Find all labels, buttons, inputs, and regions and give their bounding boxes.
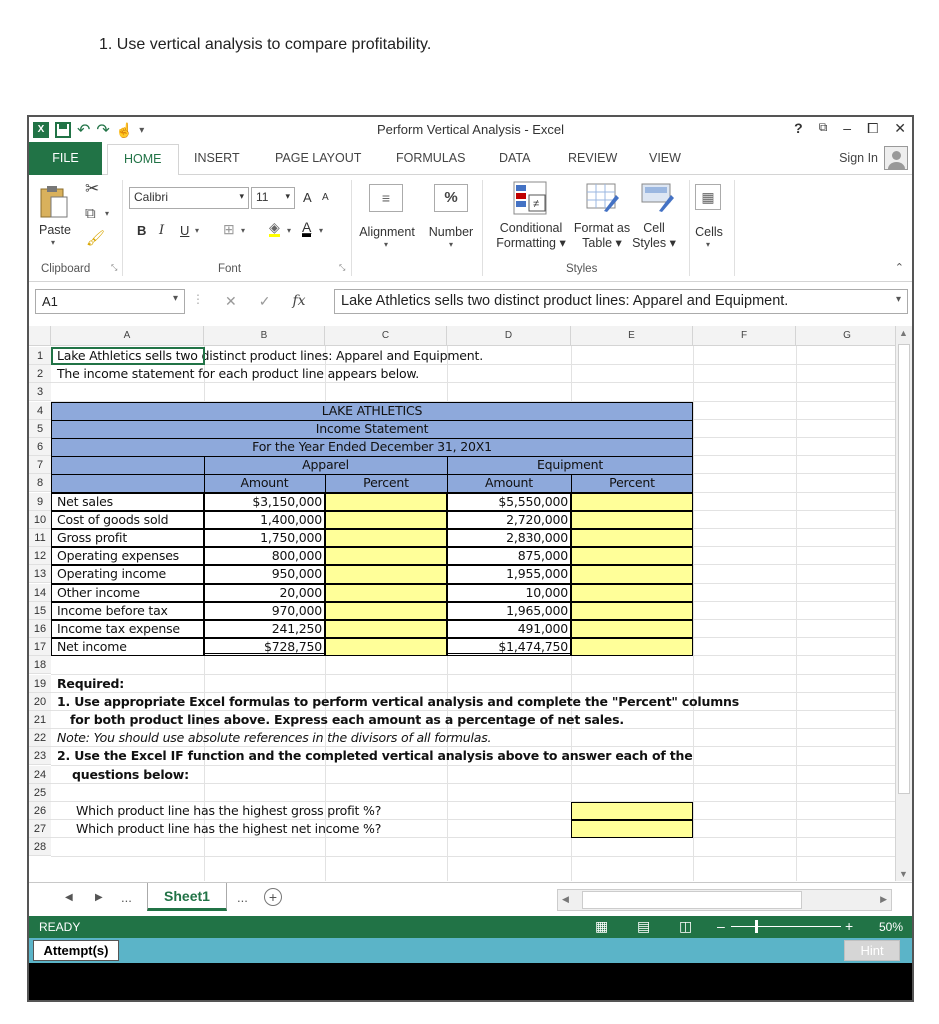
apparel-amount[interactable]: 950,000	[271, 566, 322, 582]
worksheet-grid[interactable]	[29, 326, 912, 881]
row-header[interactable]: 16	[29, 620, 51, 638]
excel-window	[27, 115, 914, 1002]
row-header[interactable]: 11	[29, 529, 51, 547]
more-sheets-left[interactable]: ...	[121, 890, 132, 905]
bold-button[interactable]: B	[137, 223, 147, 238]
zoom-level[interactable]: 50%	[879, 920, 904, 934]
paste-icon[interactable]	[39, 185, 69, 219]
percent-input-equipment[interactable]	[571, 602, 693, 620]
insert-function-icon[interactable]: fx	[292, 293, 306, 309]
name-box-value: A1	[42, 294, 58, 309]
fill-color-dropdown-icon[interactable]: ▾	[287, 226, 292, 235]
row-header[interactable]: 20	[29, 693, 51, 711]
table-label: Table	[582, 236, 613, 250]
collapse-ribbon-icon[interactable]: ⌃	[894, 262, 904, 274]
row-header[interactable]: 3	[29, 383, 51, 401]
row-header[interactable]: 12	[29, 547, 51, 565]
row-header[interactable]: 14	[29, 584, 51, 602]
answer-gross-profit-input[interactable]	[571, 802, 693, 820]
row-header[interactable]: 22	[29, 729, 51, 747]
header-equipment[interactable]: Equipment	[536, 457, 604, 473]
zoom-slider[interactable]	[731, 926, 841, 927]
row-header[interactable]: 26	[29, 802, 51, 820]
row-header[interactable]: 15	[29, 602, 51, 620]
cell-styles-button[interactable]: Cell Styles ▾	[632, 221, 676, 250]
double-underline	[447, 653, 571, 656]
requirement-note[interactable]: Note: You should use absolute references in the divisors of all formulas.	[57, 730, 492, 746]
column-header-a[interactable]: A	[51, 326, 204, 346]
separator	[351, 180, 352, 276]
tab-data[interactable]: DATA	[499, 151, 531, 165]
font-color-dropdown-icon[interactable]: ▾	[319, 226, 324, 235]
add-sheet-icon[interactable]: +	[264, 888, 282, 906]
attempts-bar	[29, 938, 912, 963]
column-header-b[interactable]: B	[204, 326, 325, 346]
line-item-label[interactable]: Other income	[57, 584, 140, 600]
apparel-amount[interactable]: 800,000	[271, 548, 322, 564]
styles-group-label: Styles	[566, 263, 598, 275]
question-text: 1. Use vertical analysis to compare profitability.	[99, 36, 432, 53]
row-header[interactable]: 18	[29, 656, 51, 674]
header-amount-equipment[interactable]: Amount	[485, 475, 533, 491]
percent-input-equipment[interactable]	[571, 620, 693, 638]
attempts-button[interactable]: Attempt(s)	[33, 940, 119, 961]
tab-file[interactable]: FILE	[29, 142, 102, 175]
tab-page-layout[interactable]: PAGE LAYOUT	[275, 151, 362, 165]
column-header-d[interactable]: D	[447, 326, 571, 346]
page-break-view-icon[interactable]: ◫	[679, 918, 693, 934]
header-amount-apparel[interactable]: Amount	[240, 475, 289, 491]
copy-icon[interactable]: ⧉	[85, 205, 96, 222]
percent-input-equipment[interactable]	[571, 511, 693, 529]
row-header[interactable]: 6	[29, 438, 51, 456]
format-as-table-button[interactable]: Format as Table ▾	[573, 221, 631, 250]
zoom-out-icon[interactable]: –	[717, 918, 725, 934]
avatar[interactable]	[884, 146, 908, 170]
line-item-label[interactable]: Operating expenses	[57, 548, 179, 564]
apparel-amount[interactable]: 1,750,000	[260, 530, 322, 545]
line-item-label[interactable]: Operating income	[57, 566, 167, 582]
header-percent-apparel[interactable]: Percent	[363, 475, 409, 491]
ribbon	[29, 175, 912, 282]
requirement-1-cont[interactable]: for both product lines above. Express each amount as a percentage of net sales.	[70, 712, 624, 727]
required-heading[interactable]: Required:	[57, 675, 125, 691]
number-dropdown-icon[interactable]: ▾	[449, 240, 454, 249]
equipment-amount[interactable]: 10,000	[525, 584, 568, 600]
borders-icon[interactable]: ⊞	[223, 221, 235, 237]
font-size-value: 11	[256, 190, 269, 204]
percent-input-apparel[interactable]	[325, 493, 447, 511]
tab-view[interactable]: VIEW	[649, 151, 681, 165]
header-period[interactable]: For the Year Ended December 31, 20X1	[252, 439, 492, 454]
equipment-amount[interactable]: 1,955,000	[506, 566, 568, 582]
name-box-dropdown-icon[interactable]: ▾	[172, 293, 178, 304]
help-icon[interactable]: ?	[794, 120, 803, 136]
cancel-icon[interactable]: ✕	[225, 293, 237, 309]
format-as-table-icon[interactable]	[586, 181, 620, 215]
line-item-label[interactable]: Gross profit	[57, 530, 128, 545]
conditional-formatting-button[interactable]: Conditional Formatting ▾	[496, 221, 566, 250]
cell-a2[interactable]: The income statement for each product line appears below.	[57, 366, 420, 382]
requirement-1[interactable]: 1. Use appropriate Excel formulas to perform vertical analysis and complete the "Percent" columns	[57, 693, 739, 709]
tab-formulas[interactable]: FORMULAS	[396, 151, 466, 165]
sign-in[interactable]	[839, 146, 908, 170]
name-box[interactable]	[35, 289, 185, 314]
formula-input[interactable]	[334, 289, 908, 314]
excel-logo-icon: X	[33, 122, 49, 138]
font-name-dropdown-icon[interactable]: ▾	[239, 191, 244, 201]
percent-input-apparel[interactable]	[325, 565, 447, 583]
percent-style-icon[interactable]: %	[434, 184, 468, 212]
percent-input-equipment[interactable]	[571, 493, 693, 511]
requirement-2[interactable]: 2. Use the Excel IF function and the completed vertical analysis above to answer each of the	[57, 748, 693, 764]
cells-button[interactable]: Cells	[695, 225, 723, 239]
hint-button[interactable]: Hint	[844, 940, 900, 961]
line-item-label[interactable]: Net income	[57, 639, 127, 655]
alignment-button[interactable]: Alignment	[359, 225, 415, 239]
percent-input-apparel[interactable]	[325, 602, 447, 620]
window-controls	[794, 120, 906, 137]
formula-bar-buttons	[225, 293, 306, 310]
row-header[interactable]: 17	[29, 638, 51, 656]
page-layout-view-icon[interactable]: ▤	[637, 918, 651, 934]
apparel-amount[interactable]: 241,250	[271, 621, 322, 636]
equipment-amount[interactable]: 2,830,000	[506, 530, 568, 545]
more-sheets-right[interactable]: ...	[237, 890, 248, 905]
row-header[interactable]: 24	[29, 766, 51, 784]
select-all-corner[interactable]	[29, 326, 51, 346]
percent-input-equipment[interactable]	[571, 584, 693, 602]
percent-input-apparel[interactable]	[325, 638, 447, 656]
question-gross-profit[interactable]: Which product line has the highest gross profit %?	[76, 803, 382, 818]
equipment-amount[interactable]: $1,474,750	[498, 639, 568, 655]
undo-icon[interactable]: ↶	[77, 122, 91, 139]
equipment-amount[interactable]: 2,720,000	[506, 511, 568, 527]
equipment-amount[interactable]: $5,550,000	[498, 493, 568, 509]
cell-a1[interactable]: Lake Athletics sells two distinct product lines: Apparel and Equipment.	[57, 348, 483, 363]
restore-icon[interactable]: ⧠	[867, 120, 879, 136]
row-header[interactable]: 5	[29, 420, 51, 438]
font-launcher-icon[interactable]: ⤡	[339, 263, 346, 272]
next-sheet-icon[interactable]: ▶	[95, 892, 103, 903]
cells-icon[interactable]: ▦	[695, 184, 721, 210]
separator	[122, 180, 123, 276]
separator	[482, 180, 483, 276]
paste-button[interactable]: Paste	[39, 223, 71, 237]
equipment-amount[interactable]: 875,000	[517, 548, 568, 564]
borders-dropdown-icon[interactable]: ▾	[241, 226, 246, 235]
formula-content: Lake Athletics sells two distinct product lines: Apparel and Equipment.	[341, 293, 789, 309]
clipboard-group-label: Clipboard	[41, 263, 91, 275]
close-icon[interactable]: ✕	[894, 120, 906, 136]
header-percent-equipment[interactable]: Percent	[609, 475, 655, 491]
status-ready: READY	[39, 920, 81, 934]
percent-input-equipment[interactable]	[571, 547, 693, 565]
enter-icon[interactable]: ✓	[258, 293, 271, 309]
row-header[interactable]: 28	[29, 838, 51, 856]
apparel-amount[interactable]: 1,400,000	[260, 511, 322, 527]
sheet-tab-bar	[29, 882, 912, 915]
requirement-2-cont[interactable]: questions below:	[72, 766, 189, 782]
row-header[interactable]: 8	[29, 474, 51, 492]
percent-input-apparel[interactable]	[325, 547, 447, 565]
prev-sheet-icon[interactable]: ◀	[65, 892, 73, 903]
conditional-label: Conditional	[499, 221, 563, 235]
minimize-icon[interactable]: –	[843, 120, 852, 136]
cell-label: Cell	[643, 221, 665, 235]
format-painter-icon[interactable]: 🖌	[86, 230, 106, 247]
percent-input-equipment[interactable]	[571, 565, 693, 583]
vertical-scrollbar[interactable]	[895, 326, 912, 881]
line-item-label[interactable]: Income tax expense	[57, 621, 180, 636]
title-bar	[29, 117, 912, 142]
format-as-label: Format as	[573, 221, 631, 235]
ribbon-tabs	[29, 142, 912, 175]
row-header[interactable]: 2	[29, 365, 51, 383]
percent-input-apparel[interactable]	[325, 620, 447, 638]
customize-qat-icon[interactable]: ▾	[139, 124, 145, 136]
cells-dropdown-icon[interactable]: ▾	[706, 240, 711, 249]
styles-label: Styles	[632, 236, 667, 250]
active-cell-selection	[51, 347, 205, 365]
copy-dropdown-icon[interactable]: ▾	[105, 209, 110, 218]
row-header[interactable]: 4	[29, 402, 51, 420]
font-name-value: Calibri	[134, 190, 169, 204]
tab-review[interactable]: REVIEW	[568, 151, 618, 165]
expand-formula-icon[interactable]: ▾	[895, 294, 901, 305]
row-header[interactable]: 1	[29, 347, 51, 365]
fill-color-icon[interactable]: ◈	[269, 219, 280, 235]
font-size-dropdown-icon[interactable]: ▾	[285, 191, 290, 201]
horizontal-scroll-thumb[interactable]	[582, 891, 802, 909]
separator	[734, 180, 735, 276]
double-underline	[204, 653, 325, 656]
formula-bar	[29, 287, 912, 317]
scroll-up-icon[interactable]: ▲	[899, 328, 908, 338]
header-title[interactable]: LAKE ATHLETICS	[321, 402, 423, 418]
header-apparel[interactable]: Apparel	[302, 457, 349, 473]
zoom-in-icon[interactable]: +	[845, 918, 854, 934]
apparel-amount[interactable]: $3,150,000	[252, 493, 322, 509]
footer-black-bar	[29, 963, 912, 1002]
apparel-amount[interactable]: 20,000	[279, 584, 322, 600]
alignment-icon[interactable]: ≡	[369, 184, 403, 212]
font-name-box[interactable]	[129, 187, 249, 209]
underline-button[interactable]: U	[180, 223, 190, 238]
formula-bar-grip-icon: ⋮	[192, 292, 204, 306]
percent-input-apparel[interactable]	[325, 511, 447, 529]
redo-icon[interactable]: ↷	[96, 122, 110, 139]
line-item-label[interactable]: Net sales	[57, 493, 113, 509]
scroll-down-icon[interactable]: ▼	[899, 869, 908, 879]
percent-input-equipment[interactable]	[571, 529, 693, 547]
column-header-c[interactable]: C	[325, 326, 447, 346]
window-title: Perform Vertical Analysis - Excel	[376, 122, 565, 137]
apparel-amount[interactable]: 970,000	[271, 602, 322, 618]
row-header[interactable]: 21	[29, 711, 51, 729]
decrease-font-icon[interactable]: A	[322, 192, 329, 203]
font-size-box[interactable]	[251, 187, 295, 209]
line-item-label[interactable]: Income before tax	[57, 602, 168, 618]
alignment-dropdown-icon[interactable]: ▾	[384, 240, 389, 249]
scroll-right-icon[interactable]: ▶	[880, 894, 887, 904]
answer-net-income-input[interactable]	[571, 820, 693, 838]
normal-view-icon[interactable]: ▦	[595, 918, 609, 934]
svg-text:≠: ≠	[533, 198, 540, 210]
header-subtitle[interactable]: Income Statement	[315, 420, 429, 436]
touch-mode-icon[interactable]: ☝	[115, 121, 134, 138]
cell-styles-icon[interactable]	[641, 181, 675, 215]
font-group-label: Font	[218, 263, 242, 275]
question-net-income[interactable]: Which product line has the highest net income %?	[76, 821, 382, 837]
row-header[interactable]: 7	[29, 456, 51, 474]
scroll-left-icon[interactable]: ◀	[562, 894, 569, 904]
apparel-amount[interactable]: $728,750	[263, 639, 322, 655]
row-header[interactable]: 9	[29, 493, 51, 511]
column-header-g[interactable]: G	[796, 326, 899, 346]
row-header[interactable]: 25	[29, 784, 51, 802]
ribbon-display-icon[interactable]: ⧉	[818, 120, 828, 134]
line-item-label[interactable]: Cost of goods sold	[57, 511, 169, 527]
equipment-amount[interactable]: 1,965,000	[506, 602, 568, 618]
formatting-label: Formatting	[496, 236, 556, 250]
row-header[interactable]: 27	[29, 820, 51, 838]
row-header[interactable]: 23	[29, 747, 51, 765]
grid-line	[51, 856, 901, 857]
row-header[interactable]: 13	[29, 565, 51, 583]
number-button[interactable]: Number	[428, 225, 474, 239]
horizontal-scrollbar[interactable]	[557, 889, 892, 911]
status-bar	[29, 916, 912, 938]
sign-in-label[interactable]: Sign In	[839, 151, 878, 165]
row-header[interactable]: 10	[29, 511, 51, 529]
tab-home[interactable]: HOME	[107, 144, 179, 176]
italic-button[interactable]: I	[159, 223, 165, 238]
conditional-formatting-icon[interactable]	[513, 181, 547, 215]
font-color-icon[interactable]: A	[302, 219, 312, 235]
percent-input-apparel[interactable]	[325, 584, 447, 602]
tab-insert[interactable]: INSERT	[194, 151, 240, 165]
increase-font-icon[interactable]: A	[303, 190, 312, 205]
underline-dropdown-icon[interactable]: ▾	[195, 226, 200, 235]
column-header-f[interactable]: F	[693, 326, 796, 346]
sheet-tab-sheet1[interactable]: Sheet1	[147, 883, 227, 911]
percent-input-apparel[interactable]	[325, 529, 447, 547]
clipboard-launcher-icon[interactable]: ⤡	[111, 263, 118, 272]
column-header-e[interactable]: E	[571, 326, 693, 346]
row-header[interactable]: 19	[29, 675, 51, 693]
percent-input-equipment[interactable]	[571, 638, 693, 656]
equipment-amount[interactable]: 491,000	[517, 621, 568, 636]
zoom-slider-thumb[interactable]	[755, 920, 758, 933]
scroll-thumb[interactable]	[898, 344, 910, 794]
cut-icon[interactable]: ✂	[85, 179, 100, 198]
paste-dropdown-icon[interactable]: ▾	[51, 238, 56, 247]
